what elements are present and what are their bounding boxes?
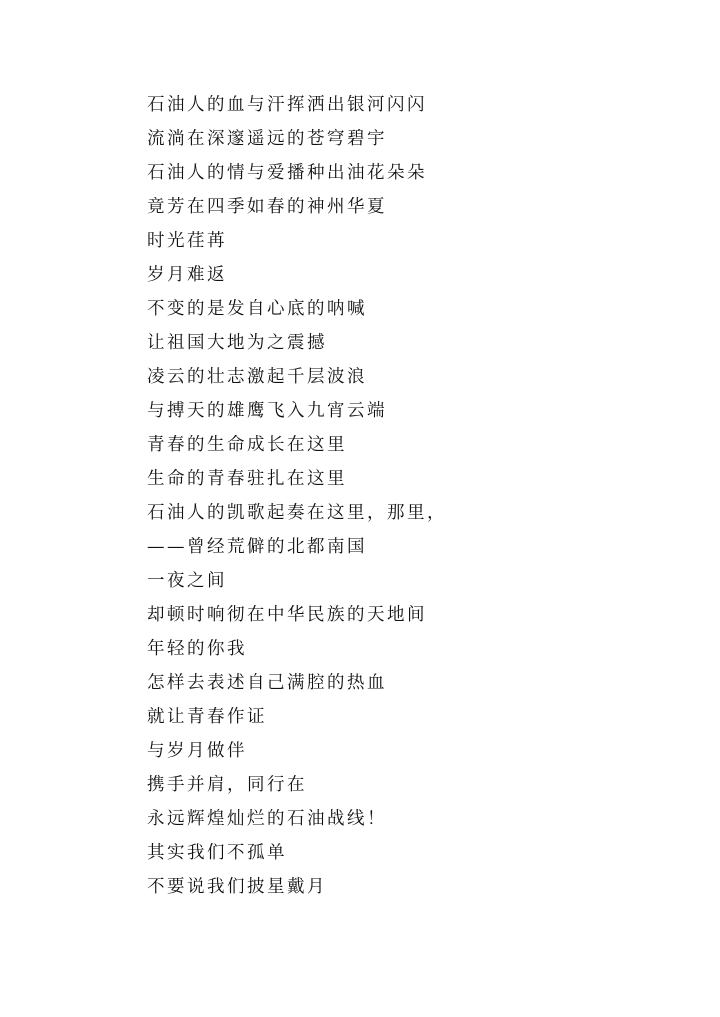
poem-line: 青春的生命成长在这里 — [147, 435, 347, 455]
poem-line: 携手并肩，同行在 — [147, 775, 307, 795]
poem-line: 年轻的你我 — [147, 639, 247, 659]
poem-line: 流淌在深邃遥远的苍穹碧宇 — [147, 129, 387, 149]
poem-line: 石油人的凯歌起奏在这里，那里， — [147, 503, 447, 523]
poem-line: 石油人的情与爱播种出油花朵朵 — [147, 163, 427, 183]
poem-line: 不要说我们披星戴月 — [147, 877, 327, 897]
poem-line: 其实我们不孤单 — [147, 843, 287, 863]
poem-line: 凌云的壮志激起千层波浪 — [147, 367, 367, 387]
poem-line: 一夜之间 — [147, 571, 227, 591]
poem-line: 怎样去表述自己满腔的热血 — [147, 673, 387, 693]
poem-line: ——曾经荒僻的北都南国 — [147, 537, 367, 557]
poem-text — [147, 88, 447, 904]
poem-line: 生命的青春驻扎在这里 — [147, 469, 347, 489]
poem-line: 不变的是发自心底的呐喊 — [147, 299, 367, 319]
poem-line: 与搏天的雄鹰飞入九宵云端 — [147, 401, 387, 421]
poem-line: 永远辉煌灿烂的石油战线！ — [147, 809, 387, 829]
poem-line: 就让青春作证 — [147, 707, 267, 727]
poem-line: 竟芳在四季如春的神州华夏 — [147, 197, 387, 217]
poem-line: 让祖国大地为之震撼 — [147, 333, 327, 353]
poem-line: 石油人的血与汗挥洒出银河闪闪 — [147, 95, 427, 115]
poem-line: 却顿时响彻在中华民族的天地间 — [147, 605, 427, 625]
poem-line: 岁月难返 — [147, 265, 227, 285]
poem-line: 与岁月做伴 — [147, 741, 247, 761]
poem-line: 时光荏苒 — [147, 231, 227, 251]
